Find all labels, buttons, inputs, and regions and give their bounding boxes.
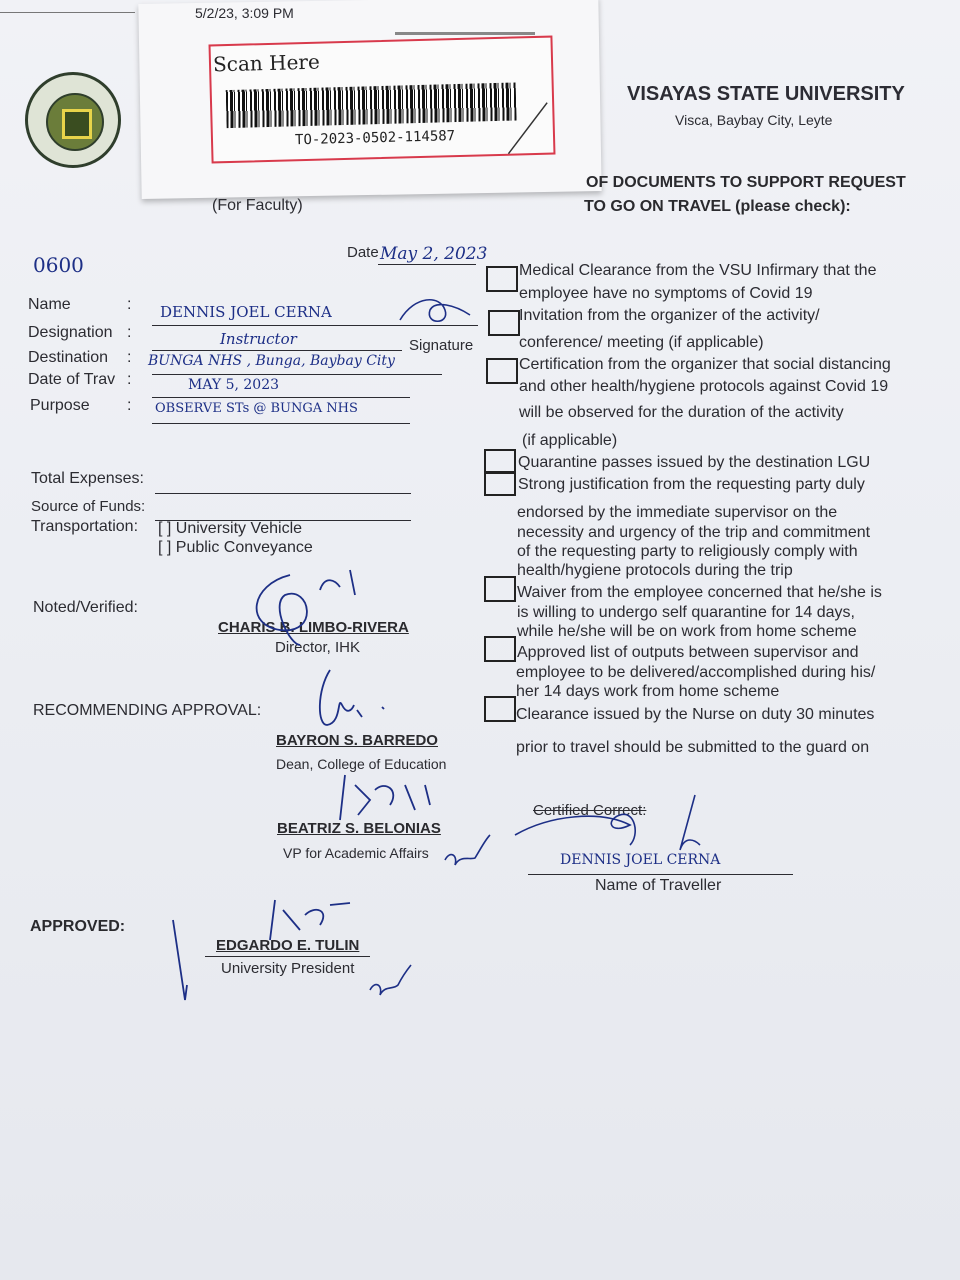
recommender2-signature <box>330 765 440 825</box>
timestamp: 5/2/23, 3:09 PM <box>195 5 294 21</box>
approver-title: University President <box>221 960 355 977</box>
date-of-travel-label: Date of Trav <box>28 371 116 388</box>
doc-line: Invitation from the organizer of the activity/ <box>519 307 820 324</box>
recommender1-name: BAYRON S. BARREDO <box>276 732 438 749</box>
name-label: Name <box>28 296 71 313</box>
noted-verified-label: Noted/Verified: <box>33 599 138 616</box>
top-strip-line <box>395 32 535 35</box>
checkbox-medical-clearance[interactable] <box>486 266 518 292</box>
doc-line: Approved list of outputs between supervisor and <box>517 644 859 661</box>
doc-line: prior to travel should be submitted to the guard on <box>516 739 870 756</box>
recommender1-signature <box>312 665 392 735</box>
recommending-approval-label: RECOMMENDING APPROVAL: <box>33 702 262 719</box>
doc-line: Certification from the organizer that social distancing <box>519 356 891 373</box>
university-name: VISAYAS STATE UNIVERSITY <box>627 83 905 105</box>
doc-line: endorsed by the immediate supervisor on the <box>517 504 838 521</box>
scan-box[interactable] <box>209 36 556 164</box>
total-expenses-label: Total Expenses: <box>31 470 144 487</box>
name-value[interactable]: DENNIS JOEL CERNA <box>160 303 332 321</box>
checkbox-nurse-clearance[interactable] <box>484 696 516 722</box>
initials-mark-vpaa <box>440 830 495 875</box>
recommender2-name: BEATRIZ S. BELONIAS <box>277 820 441 837</box>
name-colon: : <box>127 296 132 313</box>
transport-option-university-vehicle[interactable]: [ ] University Vehicle <box>158 520 303 537</box>
handwritten-code: 0600 <box>33 253 84 277</box>
doc-line: (if applicable) <box>522 432 618 449</box>
doc-line: Waiver from the employee concerned that he/she is <box>517 584 882 601</box>
doc-line: will be observed for the duration of the activity <box>519 404 844 421</box>
approver-signature <box>165 895 355 1005</box>
designation-line <box>152 350 402 351</box>
doc-line: Medical Clearance from the VSU Infirmary that the <box>519 262 877 279</box>
total-expenses-line[interactable] <box>155 493 411 494</box>
checkbox-approved-list[interactable] <box>484 636 516 662</box>
initials-mark-president <box>365 960 415 1005</box>
traveller-caption: Name of Traveller <box>595 877 722 894</box>
doc-line: Strong justification from the requesting party duly <box>518 476 865 493</box>
checkbox-invitation[interactable] <box>488 310 520 336</box>
doc-line: her 14 days work from home scheme <box>516 683 780 700</box>
traveller-line <box>528 874 793 875</box>
pen-slash-mark <box>502 98 554 159</box>
transport-option-public-conveyance[interactable]: [ ] Public Conveyance <box>158 539 313 556</box>
certified-correct-label: Certified Correct: <box>533 802 647 819</box>
date-of-travel-colon: : <box>127 371 132 388</box>
university-address: Visca, Baybay City, Leyte <box>675 112 833 128</box>
purpose-label: Purpose <box>30 397 90 414</box>
destination-label: Destination <box>28 349 109 366</box>
date-label: Date <box>347 244 379 261</box>
doc-line: necessity and urgency of the trip and commitment <box>517 524 871 541</box>
destination-line <box>152 374 442 375</box>
designation-value[interactable]: Instructor <box>220 330 297 348</box>
doc-line: employee to be delivered/accomplished during his/ <box>516 664 876 681</box>
checkbox-certification[interactable] <box>486 358 518 384</box>
noted-name: CHARIS B. LIMBO-RIVERA <box>218 619 409 636</box>
designation-label: Designation <box>28 324 113 341</box>
documents-heading-line1: OF DOCUMENTS TO SUPPORT REQUEST <box>586 174 906 191</box>
recommender1-title: Dean, College of Education <box>276 756 447 772</box>
transportation-label: Transportation: <box>31 518 139 535</box>
approved-label: APPROVED: <box>30 918 126 935</box>
for-faculty-label: (For Faculty) <box>212 197 303 214</box>
date-value: May 2, 2023 <box>380 244 488 264</box>
traveller-name: DENNIS JOEL CERNA <box>560 852 721 868</box>
checkbox-quarantine-passes[interactable] <box>484 449 516 473</box>
signature-label: Signature <box>409 337 474 354</box>
university-seal-logo <box>25 72 121 168</box>
doc-line: of the requesting party to religiously comply with <box>517 543 858 560</box>
destination-value[interactable]: BUNGA NHS , Bunga, Baybay City <box>148 353 395 369</box>
recommender2-title: VP for Academic Affairs <box>283 845 429 861</box>
doc-line: health/hygiene protocols during the trip <box>517 562 793 579</box>
doc-line: Quarantine passes issued by the destination LGU <box>518 454 871 471</box>
noted-title: Director, IHK <box>275 639 361 656</box>
barcode-number: TO-2023-0502-114587 <box>294 128 456 149</box>
doc-line: employee have no symptoms of Covid 19 <box>519 285 813 302</box>
purpose-line <box>152 423 410 424</box>
doc-line: is willing to undergo self quarantine for 14 days, <box>517 604 855 621</box>
doc-line: while he/she will be on work from home scheme <box>517 623 857 640</box>
approver-name: EDGARDO E. TULIN <box>216 937 360 954</box>
documents-heading-line2: TO GO ON TRAVEL (please check): <box>584 198 851 215</box>
date-of-travel-value[interactable]: MAY 5, 2023 <box>188 377 280 393</box>
doc-line: Clearance issued by the Nurse on duty 30 minutes <box>516 706 875 723</box>
doc-line: and other health/hygiene protocols against Covid 19 <box>519 378 889 395</box>
traveller-signature-certified <box>510 790 710 870</box>
top-edge-line <box>0 12 135 13</box>
purpose-colon: : <box>127 397 132 414</box>
date-of-travel-line <box>152 397 410 398</box>
source-of-funds-label: Source of Funds: <box>31 498 146 515</box>
doc-line: conference/ meeting (if applicable) <box>519 334 764 351</box>
destination-colon: : <box>127 349 132 366</box>
checkbox-strong-justification[interactable] <box>484 472 516 496</box>
designation-colon: : <box>127 324 132 341</box>
date-line <box>378 264 476 265</box>
barcode <box>226 82 517 128</box>
purpose-value[interactable]: OBSERVE STs @ BUNGA NHS <box>155 401 358 416</box>
noted-signature <box>240 565 370 650</box>
traveller-signature <box>395 290 475 335</box>
scan-label: Scan Here <box>212 49 321 77</box>
checkbox-waiver[interactable] <box>484 576 516 602</box>
